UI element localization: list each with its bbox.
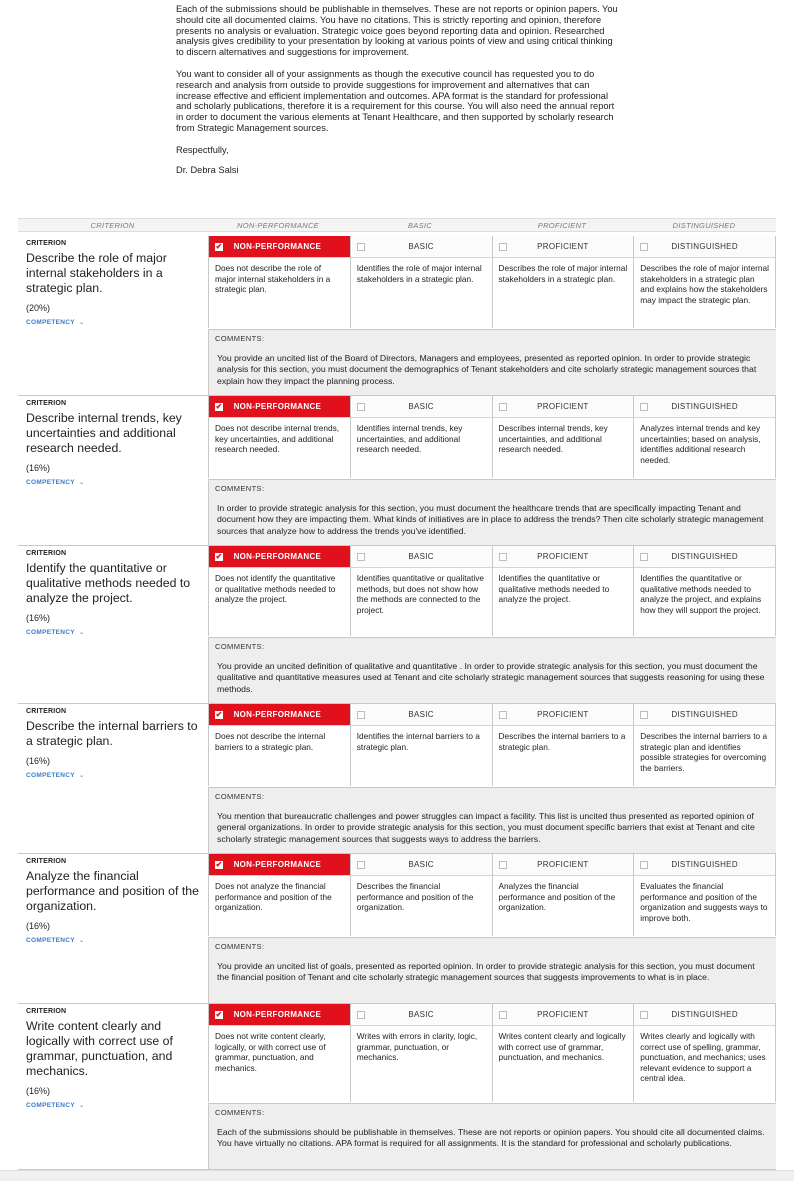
rating-grid (208, 1004, 776, 1102)
criterion-cell (18, 704, 209, 853)
letter-paragraph: Each of the submissions should be publishable in themselves. These are not reports or opinion papers. You should cite all documented claims. You have no citations. This is strictly reporting and opinion, therefore presents no analysis or evaluation. Strategic voice goes beyond reporting data and opinion. Researched analysis gives credibility to your presentation by looking at various points of view and using critical thinking to discern alternatives and suggestions for improvement. (176, 4, 618, 58)
rating-option-proficient[interactable] (493, 546, 634, 568)
rating-label: NON-PERFORMANCE (233, 710, 322, 719)
rating-option-proficient[interactable] (493, 704, 634, 726)
rating-label: BASIC (408, 552, 434, 561)
checkbox-checked-icon[interactable]: ✔ (215, 401, 223, 411)
comments-text: In order to provide strategic analysis for this section, you must document the healthcare trends that are specifically impacting Tenant and document how they are impacting them. What kinds of initiatives are in place to address the trends? Then cite scholarly strategic management sources that analyze how to address the trends you've identified. (217, 503, 764, 536)
rating-option-basic[interactable] (351, 1004, 492, 1026)
rating-cell-distinguished[interactable] (634, 704, 776, 786)
rating-option-non-performance[interactable] (209, 396, 350, 418)
criterion-cell (18, 236, 209, 395)
comments-label: COMMENTS: (215, 942, 265, 951)
rating-label: NON-PERFORMANCE (233, 402, 322, 411)
page-footer-strip (0, 1170, 794, 1181)
rating-description: Describes the internal barriers to a strategic plan. (498, 731, 626, 752)
rating-grid (208, 396, 776, 478)
comments-box (208, 937, 776, 1003)
rating-option-distinguished[interactable] (634, 1004, 775, 1026)
rating-cell-distinguished[interactable] (634, 854, 776, 936)
rating-option-basic[interactable] (351, 546, 492, 568)
rating-description: Does not describe the internal barriers to a strategic plan. (215, 731, 326, 752)
criterion-weight: (16%) (26, 463, 51, 473)
rating-label: NON-PERFORMANCE (233, 552, 322, 561)
chevron-down-icon[interactable]: ⌄ (78, 479, 85, 486)
chevron-down-icon[interactable]: ⌄ (78, 772, 85, 779)
checkbox-icon[interactable] (357, 553, 365, 561)
feedback-letter (176, 4, 621, 186)
comments-box (208, 637, 776, 703)
comments-label: COMMENTS: (215, 334, 265, 343)
rating-option-distinguished[interactable] (634, 854, 775, 876)
criterion-row (18, 236, 776, 396)
rating-cell-distinguished[interactable] (634, 1004, 776, 1102)
rating-description: Identifies the quantitative or qualitative methods needed to analyze the project, and explains how they will support the project. (640, 573, 762, 615)
rubric-column-header (18, 218, 776, 232)
comments-label: COMMENTS: (215, 484, 265, 493)
comments-text: You provide an uncited definition of qualitative and quantitative . In order to provide strategic analysis for this section, you must document the qualitative and quantitative measures used at Tenant and cite scholarly strategic management sources that suggests reasoning for using these methods. (217, 661, 765, 694)
competency-toggle[interactable] (26, 1101, 201, 1109)
rating-description: Analyzes the financial performance and position of the organization. (498, 881, 616, 913)
rating-label: NON-PERFORMANCE (233, 1010, 322, 1019)
checkbox-icon[interactable] (640, 861, 648, 869)
rating-grid (208, 704, 776, 786)
rating-label: PROFICIENT (537, 860, 589, 869)
competency-label: COMPETENCY (26, 1102, 75, 1109)
checkbox-icon[interactable] (499, 243, 507, 251)
rating-label: PROFICIENT (537, 242, 589, 251)
criterion-title: Identify the quantitative or qualitative methods needed to analyze the project. (26, 561, 191, 605)
checkbox-checked-icon[interactable]: ✔ (215, 709, 223, 719)
rating-option-non-performance[interactable] (209, 546, 350, 568)
rating-cell-proficient[interactable] (493, 396, 635, 478)
rating-label: PROFICIENT (537, 402, 589, 411)
rating-description: Identifies the internal barriers to a strategic plan. (356, 731, 480, 752)
checkbox-icon[interactable] (640, 243, 648, 251)
rating-description: Does not write content clearly, logically, or with correct use of grammar, punctuation, and mechanics. (215, 1031, 326, 1073)
comments-text: You provide an uncited list of goals, presented as reported opinion. In order to provide strategic analysis for this section, you must document the financial position of Tenant and cite scholarly strategic management sources that suggests improvements to what is in place. (217, 961, 755, 983)
rating-label: BASIC (408, 710, 434, 719)
rating-description: Does not analyze the financial performance and position of the organization. (215, 881, 332, 913)
competency-toggle[interactable] (26, 936, 201, 944)
criterion-tag: CRITERION (26, 550, 67, 557)
rating-label: PROFICIENT (537, 552, 589, 561)
checkbox-icon[interactable] (640, 1011, 648, 1019)
rating-cell-basic[interactable] (351, 854, 493, 936)
checkbox-checked-icon[interactable]: ✔ (215, 859, 223, 869)
column-header-basic: BASIC (407, 221, 432, 230)
checkbox-checked-icon[interactable]: ✔ (215, 1009, 223, 1019)
checkbox-icon[interactable] (499, 861, 507, 869)
checkbox-checked-icon[interactable]: ✔ (215, 551, 223, 561)
criterion-cell (18, 396, 209, 545)
criterion-row (18, 396, 776, 546)
competency-label: COMPETENCY (26, 319, 75, 326)
rating-cell-proficient[interactable] (493, 1004, 635, 1102)
rating-cell-basic[interactable] (351, 396, 493, 478)
comments-text: You provide an uncited list of the Board of Directors, Managers and employees, presented as reported opinion. In order to provide strategic analysis for this section, you must document the demographics of Tenant stakeholders and cite scholarly strategic management sources that explain how they impact the planning process. (217, 353, 757, 386)
criterion-row (18, 704, 776, 854)
rating-label: BASIC (408, 860, 434, 869)
criterion-tag: CRITERION (26, 400, 67, 407)
rating-description: Describes internal trends, key uncertainties, and additional research needed. (498, 423, 608, 455)
column-header-criterion: CRITERION (90, 221, 135, 230)
competency-toggle[interactable] (26, 478, 201, 486)
rating-description: Describes the role of major internal stakeholders in a strategic plan. (498, 263, 628, 284)
rating-cell-proficient[interactable] (493, 546, 635, 636)
rating-option-distinguished[interactable] (634, 236, 775, 258)
checkbox-icon[interactable] (640, 711, 648, 719)
competency-toggle[interactable] (26, 771, 201, 779)
criterion-row (18, 854, 776, 1004)
criterion-tag: CRITERION (26, 858, 67, 865)
rating-option-non-performance[interactable] (209, 1004, 350, 1026)
rating-description: Does not identify the quantitative or qualitative methods needed to analyze the project. (215, 573, 336, 605)
checkbox-icon[interactable] (499, 553, 507, 561)
rating-cell-non-performance[interactable] (209, 854, 351, 936)
rating-option-distinguished[interactable] (634, 704, 775, 726)
rubric-table (18, 218, 776, 1149)
rating-description: Identifies internal trends, key uncertainties, and additional research needed. (356, 423, 463, 455)
competency-toggle[interactable] (26, 628, 201, 636)
checkbox-icon[interactable] (499, 711, 507, 719)
rating-option-basic[interactable] (351, 854, 492, 876)
rating-label: BASIC (408, 402, 434, 411)
comments-label: COMMENTS: (215, 642, 265, 651)
rating-grid (208, 546, 776, 636)
rating-option-proficient[interactable] (493, 1004, 634, 1026)
rating-label: NON-PERFORMANCE (233, 860, 322, 869)
checkbox-icon[interactable] (499, 1011, 507, 1019)
comments-box (208, 1103, 776, 1169)
rating-option-non-performance[interactable] (209, 236, 350, 258)
rating-label: DISTINGUISHED (671, 1010, 738, 1019)
rating-label: DISTINGUISHED (671, 860, 738, 869)
letter-signature: Dr. Debra Salsi (176, 164, 239, 175)
checkbox-icon[interactable] (357, 243, 365, 251)
rating-option-basic[interactable] (351, 236, 492, 258)
rating-description: Identifies the quantitative or qualitative methods needed to analyze the project. (498, 573, 610, 605)
rating-label: BASIC (408, 242, 434, 251)
comments-text: You mention that bureaucratic challenges and power struggles can impact a facility. This list is uncited thus presented as reported opinion of general organizations. In order to provide strategic analysis for this section, you must document specific barriers that exist at Tenant and cite scholarly strategic management sources that suggests ways to address the barriers. (217, 811, 755, 844)
rating-label: BASIC (408, 1010, 434, 1019)
rating-cell-proficient[interactable] (493, 854, 635, 936)
criterion-tag: CRITERION (26, 240, 67, 247)
rating-description: Identifies quantitative or qualitative methods, but does not show how the methods are connected to the project. (356, 573, 485, 615)
rating-description: Writes clearly and logically with correct use of spelling, grammar, punctuation, and mechanics; uses relevant evidence to support a central idea. (640, 1031, 766, 1084)
competency-toggle[interactable] (26, 318, 201, 326)
rating-description: Analyzes internal trends and key uncertainties; based on analysis, identifies additional research needed. (640, 423, 761, 465)
rating-option-proficient[interactable] (493, 396, 634, 418)
criterion-weight: (16%) (26, 1086, 51, 1096)
checkbox-icon[interactable] (357, 861, 365, 869)
rating-grid (208, 236, 776, 328)
rating-label: PROFICIENT (537, 710, 589, 719)
checkbox-icon[interactable] (357, 1011, 365, 1019)
rating-cell-non-performance[interactable] (209, 236, 351, 328)
rating-cell-non-performance[interactable] (209, 704, 351, 786)
rating-label: NON-PERFORMANCE (233, 242, 322, 251)
rating-option-proficient[interactable] (493, 854, 634, 876)
criterion-title: Describe the internal barriers to a strategic plan. (26, 719, 198, 748)
rating-cell-basic[interactable] (351, 546, 493, 636)
checkbox-icon[interactable] (640, 553, 648, 561)
criterion-weight: (16%) (26, 921, 51, 931)
criterion-title: Describe the role of major internal stakeholders in a strategic plan. (26, 251, 167, 295)
rating-label: DISTINGUISHED (671, 710, 738, 719)
criterion-title: Describe internal trends, key uncertainties and additional research needed. (26, 411, 182, 455)
rating-cell-distinguished[interactable] (634, 546, 776, 636)
checkbox-checked-icon[interactable]: ✔ (215, 241, 223, 251)
column-header-distinguished: DISTINGUISHED (672, 221, 736, 230)
comments-box (208, 787, 776, 853)
rating-description: Does not describe the role of major internal stakeholders in a strategic plan. (215, 263, 331, 295)
rating-option-basic[interactable] (351, 396, 492, 418)
criterion-weight: (16%) (26, 613, 51, 623)
competency-label: COMPETENCY (26, 479, 75, 486)
checkbox-icon[interactable] (357, 711, 365, 719)
checkbox-icon[interactable] (640, 403, 648, 411)
rating-cell-proficient[interactable] (493, 236, 635, 328)
criterion-title: Write content clearly and logically with correct use of grammar, punctuation, and mechanics. (26, 1019, 173, 1078)
rating-cell-proficient[interactable] (493, 704, 635, 786)
criterion-tag: CRITERION (26, 1008, 67, 1015)
rating-cell-non-performance[interactable] (209, 1004, 351, 1102)
criterion-row (18, 546, 776, 704)
rating-grid (208, 854, 776, 936)
column-header-non-performance: NON-PERFORMANCE (236, 221, 319, 230)
rating-description: Describes the financial performance and position of the organization. (356, 881, 474, 913)
rating-description: Describes the role of major internal stakeholders in a strategic plan and explains how the stakeholders may impact the strategic plan. (640, 263, 769, 305)
rating-label: DISTINGUISHED (671, 242, 738, 251)
competency-label: COMPETENCY (26, 937, 75, 944)
rating-cell-basic[interactable] (351, 704, 493, 786)
rating-cell-distinguished[interactable] (634, 396, 776, 478)
chevron-down-icon[interactable]: ⌄ (78, 629, 85, 636)
rating-option-distinguished[interactable] (634, 396, 775, 418)
column-header-proficient: PROFICIENT (537, 221, 587, 230)
checkbox-icon[interactable] (499, 403, 507, 411)
chevron-down-icon[interactable]: ⌄ (78, 937, 85, 944)
rating-option-proficient[interactable] (493, 236, 634, 258)
criterion-row (18, 1004, 776, 1170)
rating-option-non-performance[interactable] (209, 854, 350, 876)
criterion-tag: CRITERION (26, 708, 67, 715)
rating-cell-distinguished[interactable] (634, 236, 776, 328)
rating-description: Describes the internal barriers to a strategic plan and identifies possible strategies for overcoming the barriers. (640, 731, 768, 773)
competency-label: COMPETENCY (26, 629, 75, 636)
rating-description: Writes with errors in clarity, logic, grammar, punctuation, or mechanics. (356, 1031, 478, 1063)
rating-description: Identifies the role of major internal stakeholders in a strategic plan. (356, 263, 482, 284)
comments-label: COMMENTS: (215, 792, 265, 801)
checkbox-icon[interactable] (357, 403, 365, 411)
rating-description: Evaluates the financial performance and position of the organization and suggests ways to improve both. (640, 881, 768, 923)
rating-label: DISTINGUISHED (671, 402, 738, 411)
criterion-weight: (16%) (26, 756, 51, 766)
rating-label: DISTINGUISHED (671, 552, 738, 561)
chevron-down-icon[interactable]: ⌄ (78, 1102, 85, 1109)
letter-paragraph: You want to consider all of your assignments as though the executive council has requested you to do research and analysis from outside to provide suggestions for improvement and alternatives that can increase effective and efficient implementation and outcomes. APA format is the standard for professional and scholarly publications, therefore it is a requirement for this course. You will also need the annual report in order to document the various elements at Tenant Healthcare, and then supported by scholarly research from Strategic Management sources. (176, 68, 615, 133)
rating-option-distinguished[interactable] (634, 546, 775, 568)
rating-label: PROFICIENT (537, 1010, 589, 1019)
rating-cell-basic[interactable] (351, 1004, 493, 1102)
rating-cell-non-performance[interactable] (209, 396, 351, 478)
rating-cell-non-performance[interactable] (209, 546, 351, 636)
criterion-cell (18, 854, 209, 1003)
rating-option-basic[interactable] (351, 704, 492, 726)
comments-text: Each of the submissions should be publishable in themselves. These are not reports or opinion papers. You should cite all documented claims. You have virtually no citations. APA format is required for all assignments. It is the standard for professional and scholarly publications. (217, 1127, 765, 1149)
rating-description: Writes content clearly and logically with correct use of grammar, punctuation, and mechanics. (498, 1031, 626, 1063)
rating-description: Does not describe internal trends, key uncertainties, and additional research needed. (215, 423, 340, 455)
chevron-down-icon[interactable]: ⌄ (78, 319, 85, 326)
competency-label: COMPETENCY (26, 772, 75, 779)
rating-option-non-performance[interactable] (209, 704, 350, 726)
letter-closing: Respectfully, (176, 144, 229, 155)
criterion-cell (18, 1004, 209, 1169)
criterion-weight: (20%) (26, 303, 51, 313)
criterion-cell (18, 546, 209, 703)
rating-cell-basic[interactable] (351, 236, 493, 328)
comments-box (208, 329, 776, 395)
comments-box (208, 479, 776, 545)
criterion-title: Analyze the financial performance and position of the organization. (26, 869, 199, 913)
comments-label: COMMENTS: (215, 1108, 265, 1117)
